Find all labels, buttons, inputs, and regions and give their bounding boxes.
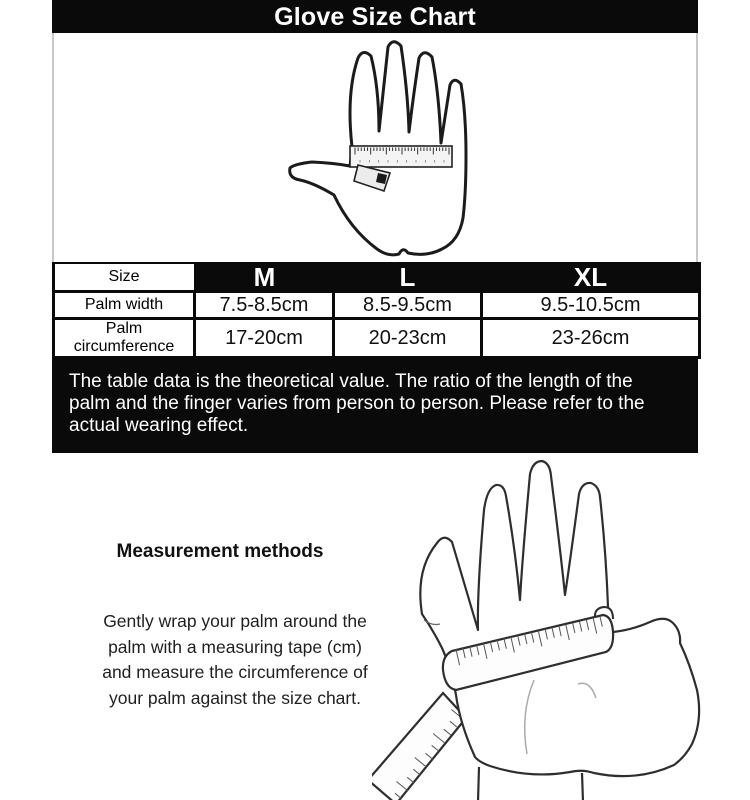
glove-size-table: [52, 262, 701, 359]
hand-with-tape-bottom-illustration: [372, 452, 708, 800]
size-col-m: M: [195, 263, 334, 292]
wrist-line: [582, 773, 583, 800]
size-col-l: L: [334, 263, 482, 292]
row-label-palm-width: Palm width: [54, 292, 195, 319]
hand-with-tape-top-illustration: [282, 33, 502, 261]
measurement-body-line: palm with a measuring tape (cm): [108, 636, 362, 657]
note-bar: [52, 359, 698, 453]
palm-circumference-m: 17-20cm: [195, 319, 334, 358]
size-chart-panel: [52, 0, 698, 453]
table-row: [54, 292, 700, 319]
row-label-palm-circumference: Palm circumference: [54, 319, 195, 358]
note-line: palm and the finger varies from person to person. Please refer to the: [69, 393, 645, 414]
palm-width-l: 8.5-9.5cm: [334, 292, 482, 319]
note-line: The table data is the theoretical value. The ratio of the length of the: [69, 371, 633, 392]
hand-outline: [420, 461, 699, 776]
note-line: actual wearing effect.: [69, 415, 249, 436]
chart-title: Glove Size Chart: [52, 0, 698, 33]
top-hand-illustration-area: [52, 33, 698, 262]
palm-circumference-l: 20-23cm: [334, 319, 482, 358]
wrist-line: [478, 767, 479, 800]
table-header-row: [54, 263, 700, 292]
palm-width-xl: 9.5-10.5cm: [482, 292, 700, 319]
palm-circumference-xl: 23-26cm: [482, 319, 700, 358]
table-row: [54, 319, 700, 358]
size-col-xl: XL: [482, 263, 700, 292]
measurement-methods-body: [57, 609, 413, 711]
palm-width-m: 7.5-8.5cm: [195, 292, 334, 319]
measurement-body-line: your palm against the size chart.: [109, 687, 361, 708]
trailing-tape: [372, 693, 466, 800]
measurement-body-line: Gently wrap your palm around the: [103, 611, 367, 631]
tape-flap-grommet: [376, 173, 387, 184]
size-corner-cell: Size: [54, 263, 195, 292]
measurement-methods-heading: Measurement methods: [116, 541, 324, 562]
measurement-body-line: and measure the circumference of: [102, 662, 368, 682]
